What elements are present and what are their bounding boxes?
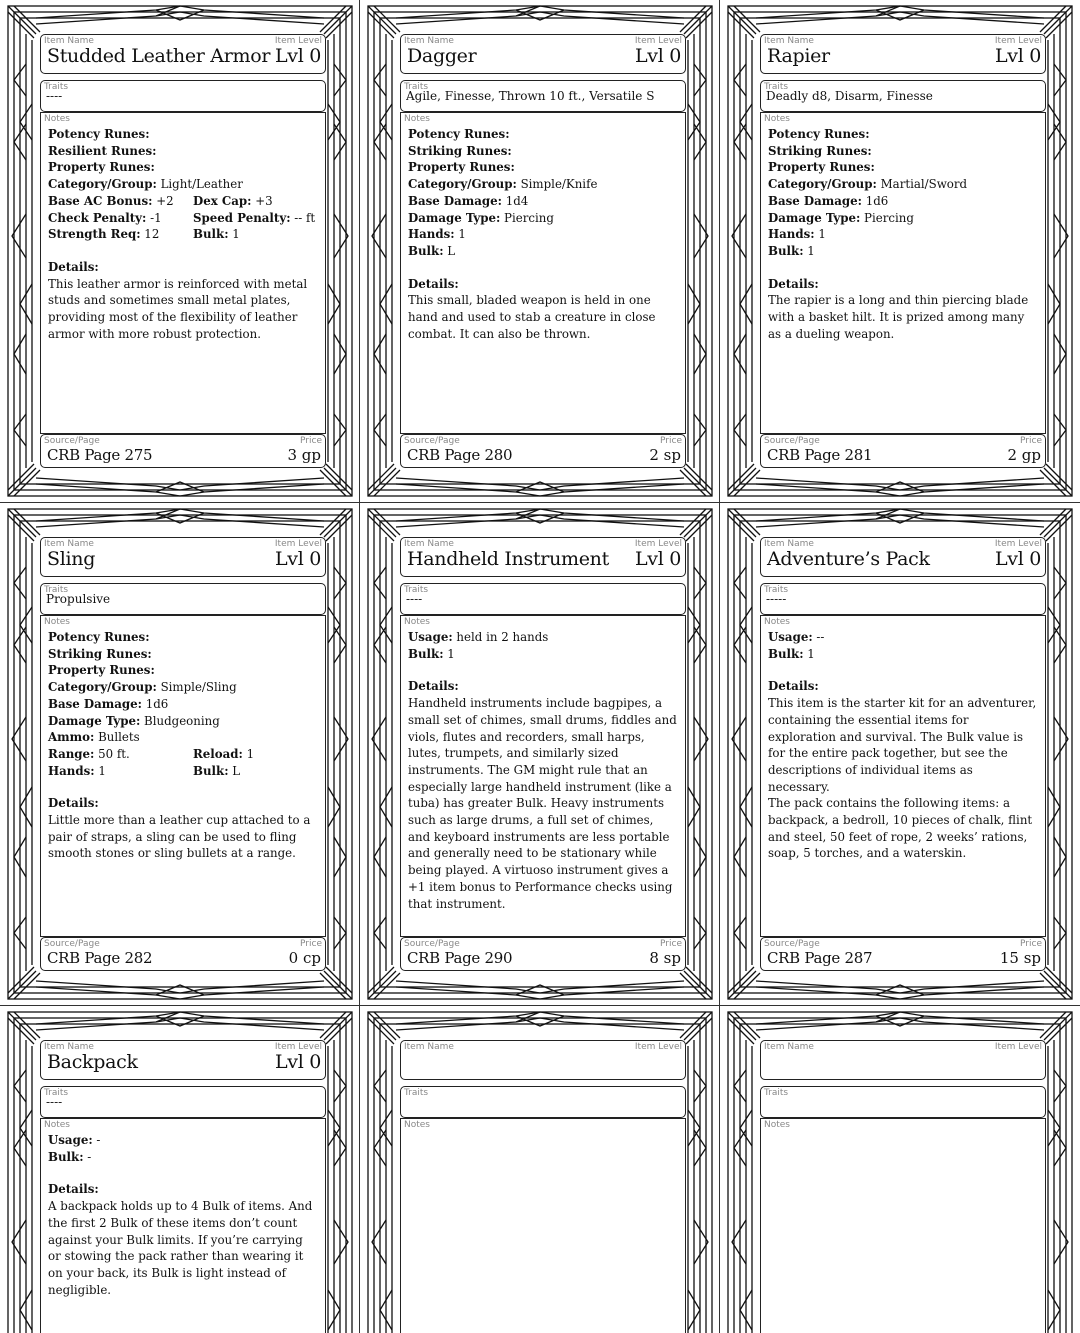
notes-label: Notes [764,617,790,627]
item-level-label: Item Level [994,539,1042,549]
source-box [400,434,686,468]
details-label: Details: [408,276,459,291]
stat-value: +3 [251,193,273,208]
stat-row [408,226,678,243]
item-name: Dagger [407,45,477,67]
stat-key: Base Damage: [48,696,142,711]
stat-row [408,143,678,160]
item-level: Lvl 0 [274,548,321,570]
details-label: Details: [768,276,819,291]
card-cell [360,0,720,503]
item-name-label: Item Name [404,1042,454,1052]
notes-label: Notes [44,1120,70,1130]
stat-key: Bulk: [768,243,804,258]
stat-key: Potency Runes: [48,630,150,644]
details-text: This small, bladed weapon is held in one hand and used to stab a creature in close combat. It can also be thrown. [408,293,656,341]
stat-key: Ammo: [48,730,95,745]
traits-box [760,80,1046,112]
traits-box [760,583,1046,615]
item-name-label: Item Name [44,1042,94,1052]
notes-label: Notes [404,1120,430,1130]
traits-value: Agile, Finesse, Thrown 10 ft., Versatile S [406,89,655,103]
item-name: Adventure’s Pack [767,548,930,570]
item-name: Studded Leather Armor [47,45,271,67]
card-cell [360,503,720,1006]
stat-value: - [83,1149,92,1164]
stat-key: Category/Group: [48,680,157,695]
traits-label: Traits [764,1088,789,1098]
notes-body [768,629,1038,862]
stat-value: Simple/Sling [156,680,237,695]
source-page: CRB Page 281 [767,446,873,464]
source-label: Source/Page [44,436,100,446]
stat-row [48,629,318,646]
source-label: Source/Page [764,436,820,446]
source-box [40,937,326,971]
item-name: Handheld Instrument [407,548,609,570]
item-level-label: Item Level [634,539,682,549]
stat-cell [193,746,254,763]
price-label: Price [1020,436,1042,446]
traits-label: Traits [404,585,429,595]
spacer [48,243,318,259]
stat-key: Bulk: [193,763,229,778]
stat-row [768,143,1038,160]
traits-box [40,80,326,112]
stat-cell [48,746,193,763]
stat-key: Property Runes: [768,160,875,175]
source-label: Source/Page [44,939,100,949]
source-page: CRB Page 282 [47,949,153,967]
stat-value: 50 ft. [94,746,130,761]
notes-label: Notes [44,114,70,124]
traits-box [40,1086,326,1118]
source-page: CRB Page 275 [47,446,153,464]
stat-row [48,159,318,176]
stat-key: Category/Group: [48,177,157,192]
stat-key: Bulk: [768,646,804,661]
stat-value: held in 2 hands [452,630,549,644]
stat-cell [48,763,193,780]
stat-row [408,210,678,227]
item-name-box [760,34,1046,74]
stat-cell [193,193,273,210]
notes-body [48,1132,318,1298]
spacer [48,779,318,795]
item-level-label: Item Level [274,36,322,46]
traits-box [760,1086,1046,1118]
stat-value: +2 [152,193,174,208]
card-cell [720,503,1080,1006]
stat-row [48,679,318,696]
stat-row [408,126,678,143]
item-name-box [40,34,326,74]
stat-value: 1 [242,746,255,761]
stat-row [408,159,678,176]
traits-box [400,80,686,112]
item-level-label: Item Level [994,36,1042,46]
notes-body [768,126,1038,342]
item-name-box [760,537,1046,577]
traits-box [40,583,326,615]
item-name-box [760,1040,1046,1080]
traits-box [400,583,686,615]
stat-row [768,629,1038,646]
stat-key: Potency Runes: [48,127,150,141]
stat-row [768,159,1038,176]
stat-row [408,629,678,646]
price-label: Price [1020,939,1042,949]
stat-key: Hands: [48,763,95,778]
stat-value: Martial/Sword [876,177,968,192]
traits-label: Traits [404,1088,429,1098]
stat-row [408,176,678,193]
stat-row [408,193,678,210]
source-box [40,434,326,468]
item-level-label: Item Level [274,539,322,549]
source-box [760,937,1046,971]
details-text: A backpack holds up to 4 Bulk of items. And the first 2 Bulk of these items don’t count against your Bulk limits. If you’re carrying or stowing the pack rather than wearing it on your back, its Bulk is light instead of negligible. [48,1199,313,1297]
stat-pair-row [48,763,318,780]
item-name-label: Item Name [404,36,454,46]
spacer [768,260,1038,276]
traits-label: Traits [44,585,69,595]
stat-pair-row [48,210,318,227]
stat-value: -- [812,630,825,644]
card-cell [720,1006,1080,1333]
stat-value: -- ft [290,210,316,225]
stat-value: 1 [803,646,815,661]
item-level: Lvl 0 [994,45,1041,67]
notes-body [408,629,678,912]
traits-label: Traits [764,585,789,595]
details-text: This item is the starter kit for an adventurer, containing the essential items for exploration and survival. The Bulk value is for the entire pack together, but see the descriptions of individual items as necessary. [768,696,1037,794]
stat-key: Damage Type: [48,713,141,728]
stat-value: 1 [443,646,455,661]
stat-cell [193,226,240,243]
traits-value: ---- [406,592,423,606]
spacer [768,662,1038,678]
stat-key: Base Damage: [768,193,862,208]
stat-key: Property Runes: [48,160,155,175]
details-label: Details: [48,1182,99,1197]
stat-value: L [443,243,456,258]
traits-label: Traits [764,82,789,92]
stat-key: Bulk: [408,646,444,661]
stat-key: Striking Runes: [408,143,512,158]
stat-key: Damage Type: [408,210,501,225]
notes-box [400,615,686,937]
source-page: CRB Page 290 [407,949,513,967]
item-name-label: Item Name [764,539,814,549]
notes-box [40,1118,326,1333]
notes-box [400,1118,686,1333]
stat-cell [48,193,193,210]
stat-row [408,646,678,663]
price-value: 8 sp [649,949,681,967]
traits-label: Traits [44,1088,69,1098]
traits-value: ---- [46,1095,63,1109]
stat-key: Category/Group: [768,177,877,192]
stat-key: Striking Runes: [768,143,872,158]
notes-body [48,126,318,342]
item-level-label: Item Level [994,1042,1042,1052]
notes-box [760,615,1046,937]
stat-key: Striking Runes: [48,646,152,661]
item-level-label: Item Level [634,36,682,46]
notes-box [40,112,326,434]
stat-value: 12 [140,227,160,242]
price-label: Price [300,939,322,949]
details-text: Little more than a leather cup attached to a pair of straps, a sling can be used to fling smooth stones or sling bullets at a range. [48,813,311,861]
stat-row [48,646,318,663]
stat-row [768,193,1038,210]
details-label: Details: [768,679,819,694]
card-cell [0,1006,360,1333]
stat-key: Bulk: [408,243,444,258]
details-label: Details: [48,259,99,274]
item-name-label: Item Name [404,539,454,549]
spacer [408,662,678,678]
stat-value: 1 [454,227,466,242]
traits-value: ----- [766,592,787,606]
stat-key: Resilient Runes: [48,143,157,158]
card-cell [0,0,360,503]
price-value: 0 cp [288,949,321,967]
source-page: CRB Page 287 [767,949,873,967]
stat-row [768,646,1038,663]
stat-value: Piercing [500,210,554,225]
source-label: Source/Page [764,939,820,949]
notes-box [40,615,326,937]
stat-value: L [228,763,241,778]
stat-row [48,729,318,746]
stat-value: 1 [803,243,815,258]
stat-key: Potency Runes: [408,127,510,141]
stat-key: Dex Cap: [193,193,252,208]
stat-key: Potency Runes: [768,127,870,141]
stat-pair-row [48,226,318,243]
stat-value: Bullets [94,730,140,745]
notes-box [760,112,1046,434]
details-label: Details: [48,796,99,811]
stat-key: Strength Req: [48,227,141,242]
stat-key: Bulk: [48,1149,84,1164]
traits-value: Propulsive [46,592,111,606]
details-label: Details: [408,679,459,694]
card-cell [720,0,1080,503]
stat-cell [193,763,240,780]
stat-key: Category/Group: [408,177,517,192]
source-page: CRB Page 280 [407,446,513,464]
item-name-box [400,537,686,577]
traits-box [400,1086,686,1118]
item-name: Sling [47,548,96,570]
item-level-label: Item Level [274,1042,322,1052]
notes-box [400,112,686,434]
item-level: Lvl 0 [274,1051,321,1073]
card-cell [360,1006,720,1333]
stat-pair-row [48,193,318,210]
details-text: This leather armor is reinforced with metal studs and sometimes small metal plates, providing most of the flexibility of leather armor with more robust protection. [48,276,308,341]
stat-value: Piercing [860,210,914,225]
item-level: Lvl 0 [994,548,1041,570]
stat-key: Usage: [48,1133,93,1147]
notes-label: Notes [404,114,430,124]
item-level-label: Item Level [634,1042,682,1052]
stat-value: 1 [814,227,826,242]
stat-key: Check Penalty: [48,210,147,225]
stat-key: Hands: [408,227,455,242]
notes-body [408,126,678,342]
stat-key: Speed Penalty: [193,210,291,225]
stat-row [48,713,318,730]
stat-row [768,176,1038,193]
stat-key: Usage: [768,630,813,644]
item-name-label: Item Name [44,539,94,549]
stat-key: Usage: [408,630,453,644]
stat-key: Base Damage: [408,193,502,208]
notes-label: Notes [764,1120,790,1130]
stat-row [768,126,1038,143]
stat-value: 1 [228,227,240,242]
stat-row [408,243,678,260]
traits-value: Deadly d8, Disarm, Finesse [766,89,933,103]
item-level: Lvl 0 [634,548,681,570]
stat-key: Reload: [193,746,243,761]
item-name-label: Item Name [44,36,94,46]
item-level: Lvl 0 [634,45,681,67]
details-text: The rapier is a long and thin piercing blade with a basket hilt. It is prized among many as a dueling weapon. [768,293,1029,341]
stat-key: Hands: [768,227,815,242]
item-name-box [400,34,686,74]
source-label: Source/Page [404,939,460,949]
item-name-box [400,1040,686,1080]
stat-key: Bulk: [193,227,229,242]
traits-label: Traits [44,82,69,92]
stat-key: Range: [48,746,95,761]
stat-row [48,1132,318,1149]
stat-row [48,126,318,143]
source-box [760,434,1046,468]
stat-value: 1d4 [501,193,529,208]
stat-row [768,243,1038,260]
stat-value: Bludgeoning [140,713,220,728]
item-name: Backpack [47,1051,138,1073]
price-label: Price [300,436,322,446]
stat-value: 1 [94,763,106,778]
stat-key: Property Runes: [408,160,515,175]
stat-value: -1 [146,210,162,225]
stat-value: 1d6 [141,696,169,711]
item-level: Lvl 0 [274,45,321,67]
traits-value: ---- [46,89,63,103]
traits-label: Traits [404,82,429,92]
stat-row [48,662,318,679]
stat-value: Simple/Knife [516,177,598,192]
stat-value: Light/Leather [156,177,243,192]
stat-pair-row [48,746,318,763]
price-label: Price [660,939,682,949]
stat-row [768,210,1038,227]
stat-row [48,143,318,160]
stat-value: - [92,1133,101,1147]
stat-value: 1d6 [861,193,889,208]
item-name-label: Item Name [764,36,814,46]
notes-box [760,1118,1046,1333]
notes-label: Notes [44,617,70,627]
stat-cell [48,226,193,243]
price-value: 3 gp [287,446,321,464]
stat-row [768,226,1038,243]
stat-row [48,176,318,193]
notes-label: Notes [764,114,790,124]
spacer [48,1165,318,1181]
item-name-label: Item Name [764,1042,814,1052]
stat-cell [48,210,193,227]
stat-key: Property Runes: [48,663,155,678]
price-value: 2 sp [649,446,681,464]
notes-body [48,629,318,862]
notes-label: Notes [404,617,430,627]
item-name-box [40,537,326,577]
source-box [400,937,686,971]
stat-key: Damage Type: [768,210,861,225]
card-cell [0,503,360,1006]
price-value: 15 sp [999,949,1041,967]
stat-key: Base AC Bonus: [48,193,153,208]
item-name: Rapier [767,45,830,67]
details-text-2: The pack contains the following items: a backpack, a bedroll, 10 pieces of chalk, flint and steel, 50 feet of rope, 2 weeks’ rations, soap, 5 torches, and a waterskin. [768,796,1033,861]
price-label: Price [660,436,682,446]
source-label: Source/Page [404,436,460,446]
stat-cell [193,210,315,227]
details-text: Handheld instruments include bagpipes, a small set of chimes, small drums, fiddles and viols, flutes and recorders, small harps, lutes, trumpets, and similarly sized instruments. The GM might rule that an especially large handheld instrument (like a tuba) has greater Bulk. Heavy instruments such as large drums, a full set of chimes, and keyboard instruments are less portable and generally need to be stationary while being played. A virtuoso instrument gives a +1 item bonus to Performance checks using that instrument. [408,696,677,911]
item-name-box [40,1040,326,1080]
spacer [408,260,678,276]
stat-row [48,1149,318,1166]
price-value: 2 gp [1007,446,1041,464]
stat-row [48,696,318,713]
